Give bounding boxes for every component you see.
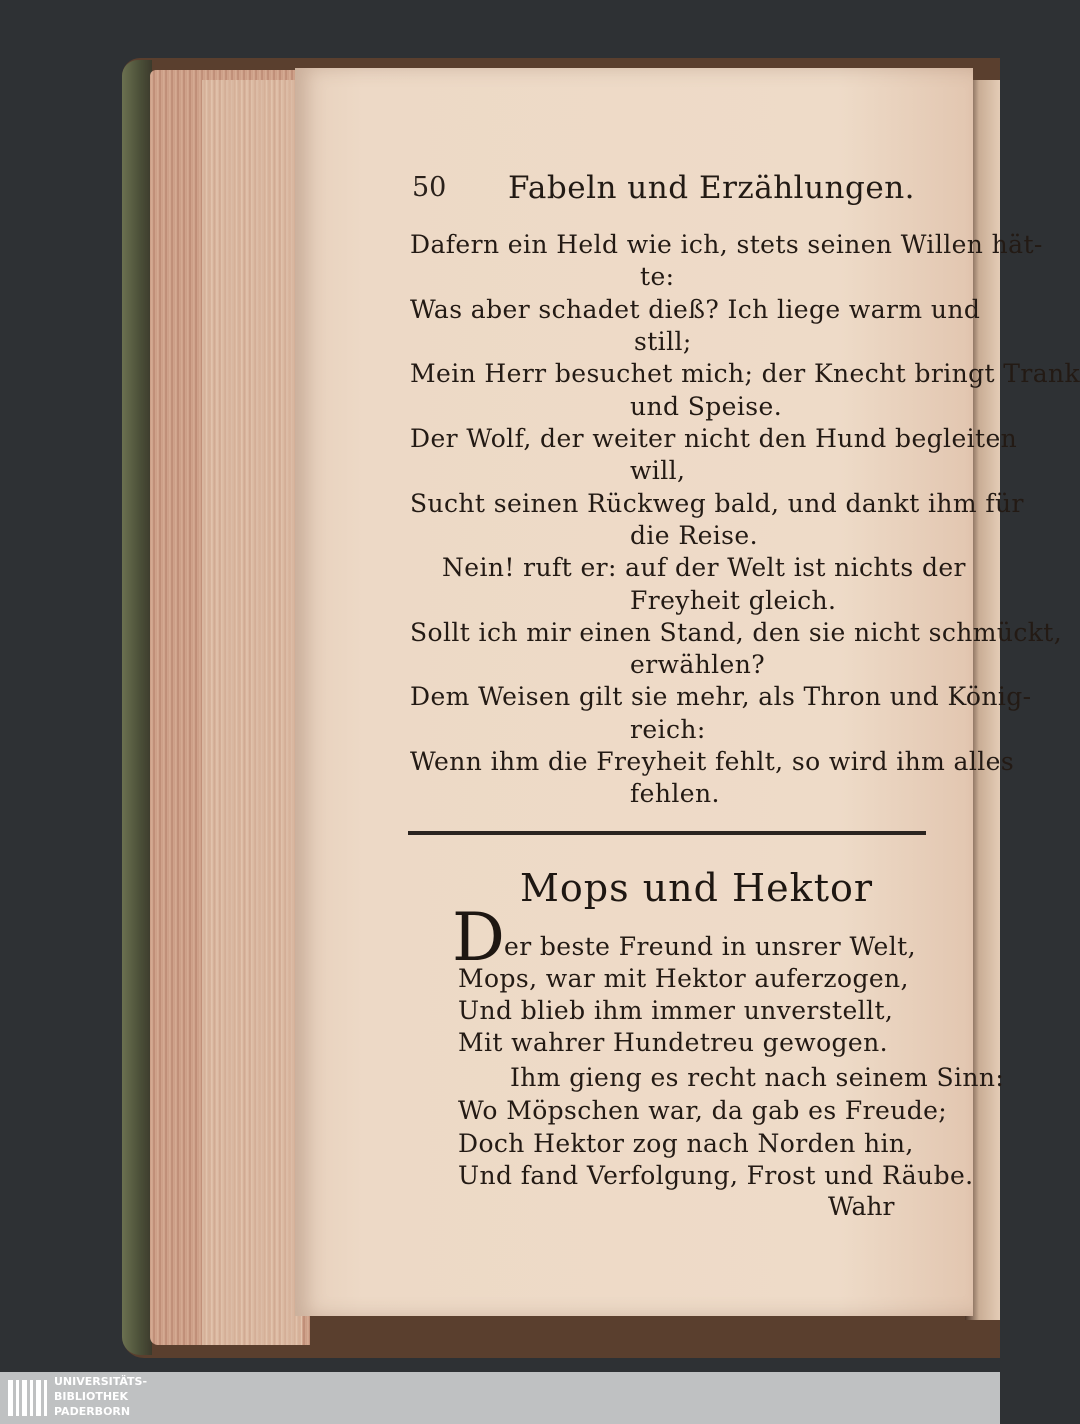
verse-line: Sucht seinen Rückweg bald, und dankt ihm für xyxy=(410,489,1024,518)
book-spine-edge xyxy=(122,60,152,1355)
verse-line: still; xyxy=(634,327,692,356)
verse-line: reich: xyxy=(630,715,706,744)
verse-line: erwählen? xyxy=(630,650,766,679)
page-number: 50 xyxy=(412,172,447,203)
verse-line: will, xyxy=(630,456,686,485)
library-logo-text xyxy=(54,1374,194,1419)
verse-line: te: xyxy=(640,262,675,291)
verse-line: die Reise. xyxy=(630,521,758,550)
catchword: Wahr xyxy=(828,1192,895,1221)
running-title: Fabeln und Erzählungen. xyxy=(508,170,916,206)
verse-line: Nein! ruft er: auf der Welt ist nichts der xyxy=(442,553,966,582)
logo-line: BIBLIOTHEK xyxy=(54,1390,129,1403)
verse-line: Mops, war mit Hektor auferzogen, xyxy=(458,964,909,993)
verse-line: Und blieb ihm immer unverstellt, xyxy=(458,996,894,1025)
verse-line: Dem Weisen gilt sie mehr, als Thron und König- xyxy=(410,682,1032,711)
page-header xyxy=(412,170,932,214)
section-divider xyxy=(408,831,926,835)
verse-line: Wenn ihm die Freyheit fehlt, so wird ihm alles xyxy=(410,747,1015,776)
verse-line: Wo Möpschen war, da gab es Freude; xyxy=(458,1096,948,1125)
verse-line: Doch Hektor zog nach Norden hin, xyxy=(458,1129,914,1158)
library-logo-icon xyxy=(6,1376,50,1420)
page-edges xyxy=(150,70,310,1345)
verse-line: Der Wolf, der weiter nicht den Hund begleiten xyxy=(410,424,1018,453)
verse-line: Freyheit gleich. xyxy=(630,586,837,615)
logo-line: UNIVERSITÄTS- xyxy=(54,1375,148,1388)
verse-line: Mein Herr besuchet mich; der Knecht bringt Trank xyxy=(410,359,1080,388)
drop-capital: D xyxy=(452,899,505,976)
logo-line: PADERBORN xyxy=(54,1405,131,1418)
verse-line: Was aber schadet dieß? Ich liege warm und xyxy=(410,295,981,324)
verse-line: fehlen. xyxy=(630,779,720,808)
verse-line: und Speise. xyxy=(630,392,783,421)
verse-line: Und fand Verfolgung, Frost und Räube. xyxy=(458,1161,974,1190)
verse-line: er beste Freund in unsrer Welt, xyxy=(504,932,916,961)
verse-line: Mit wahrer Hundetreu gewogen. xyxy=(458,1028,888,1057)
verse-line: Dafern ein Held wie ich, stets seinen Willen hät- xyxy=(410,230,1043,259)
verse-line: Ihm gieng es recht nach seinem Sinn: xyxy=(510,1063,1005,1092)
poem-title: Mops und Hektor xyxy=(520,866,874,910)
verse-line: Sollt ich mir einen Stand, den sie nicht schmückt, xyxy=(410,618,1063,647)
